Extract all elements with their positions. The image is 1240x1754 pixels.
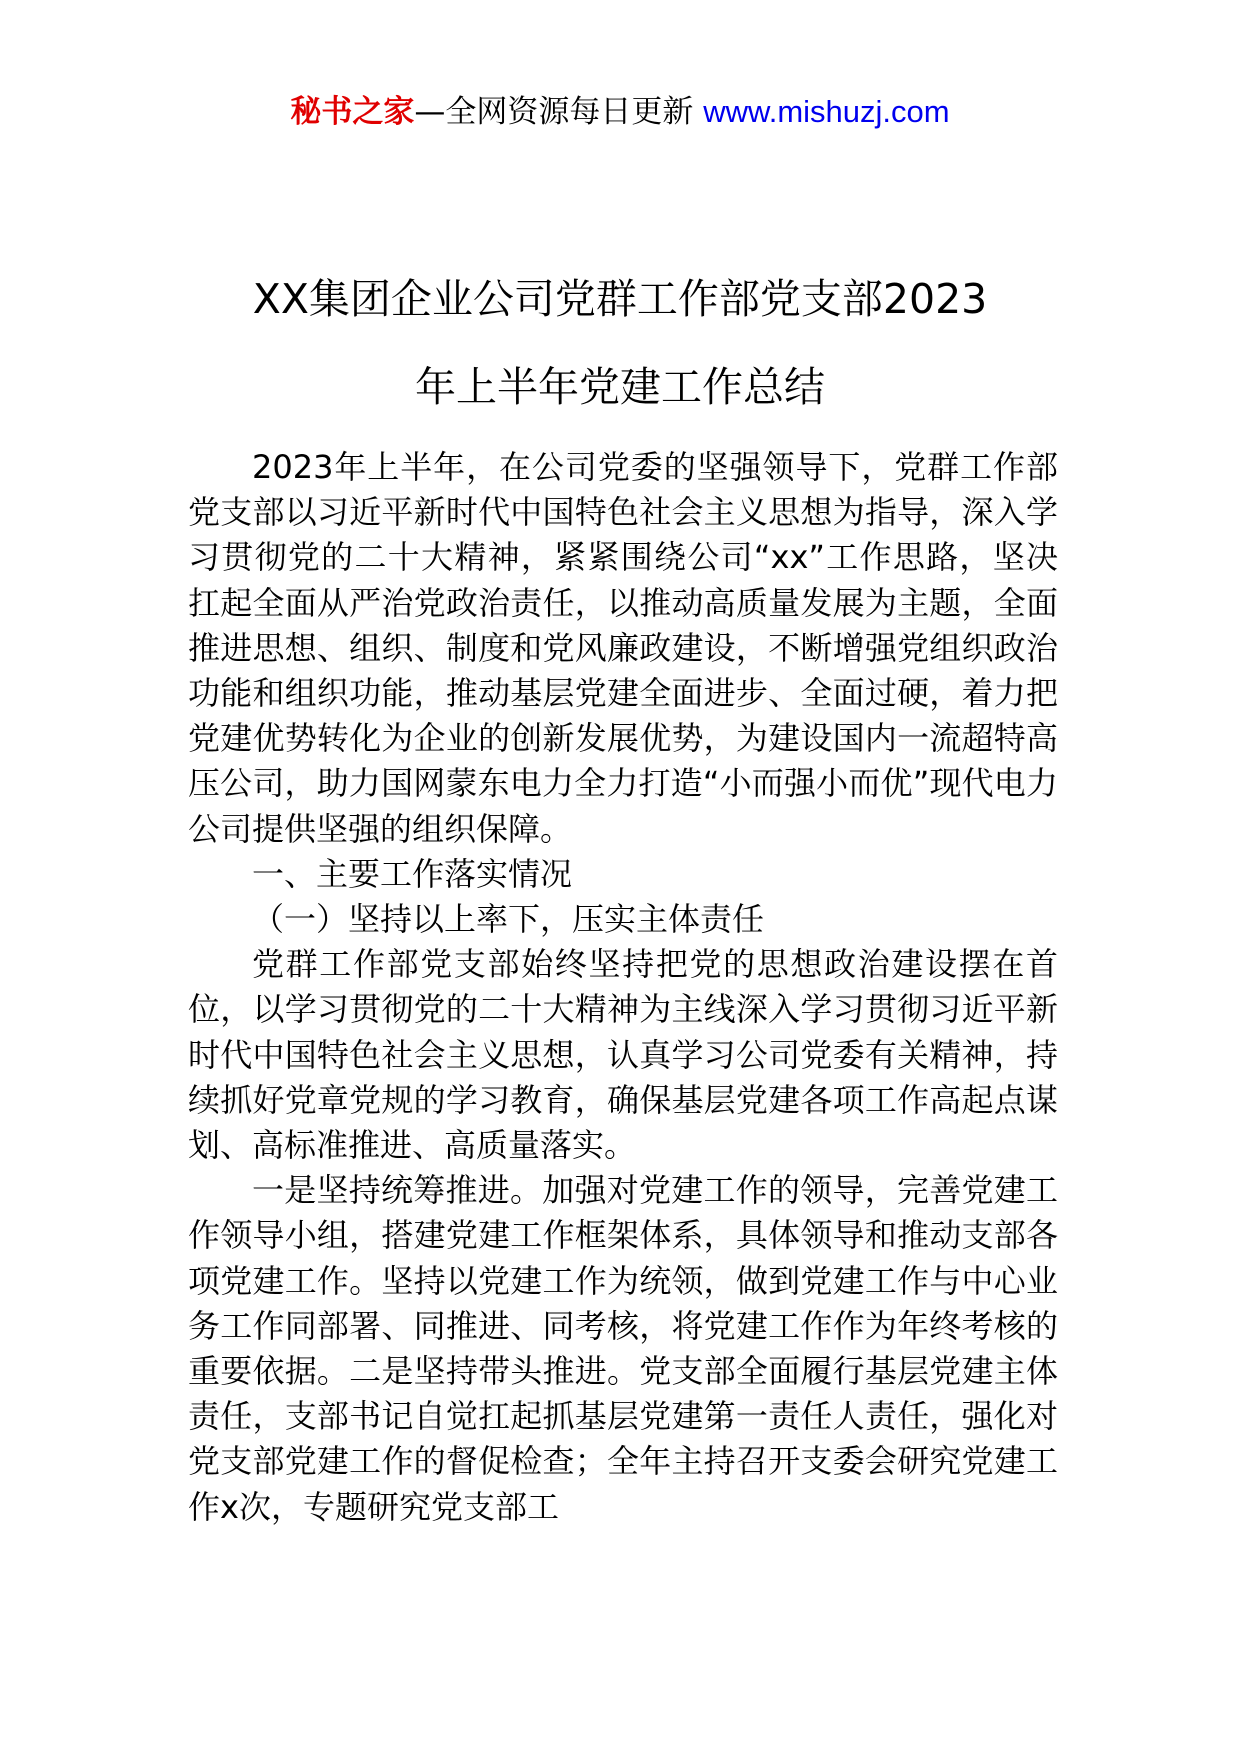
body-paragraph: 党群工作部党支部始终坚持把党的思想政治建设摆在首位，以学习贯彻党的二十大精神为主线深入学习贯彻习近平新时代中国特色社会主义思想，认真学习公司党委有关精神，持续抓好党章党规的学习教育，确保基层党建各项工作高起点谋划、高标准推进、高质量落实。	[188, 945, 1058, 1165]
body-paragraph: 一是坚持统筹推进。加强对党建工作的领导，完善党建工作领导小组，搭建党建工作框架体系，具体领导和推动支部各项党建工作。坚持以党建工作为统领，做到党建工作与中心业务工作同部署、同推进、同考核，将党建工作作为年终考核的重要依据。二是坚持带头推进。党支部全面履行基层党建主体责任，支部书记自觉扛起抓基层党建第一责任人责任，强化对党支部党建工作的督促检查；全年主持召开支委会研究党建工作x次，专题研究党支部工	[188, 1171, 1058, 1526]
site-header	[0, 92, 1240, 132]
intro-paragraph: 2023年上半年，在公司党委的坚强领导下，党群工作部党支部以习近平新时代中国特色社会主义思想为指导，深入学习贯彻党的二十大精神，紧紧围绕公司“xx”工作思路，坚决扛起全面从严治党政治责任，以推动高质量发展为主题，全面推进思想、组织、制度和党风廉政建设，不断增强党组织政治功能和组织功能，推动基层党建全面进步、全面过硬，着力把党建优势转化为企业的创新发展优势，为建设国内一流超特高压公司，助力国网蒙东电力全力打造“小而强小而优”现代电力公司提供坚强的组织保障。	[188, 448, 1058, 848]
document-body	[188, 445, 1058, 1530]
section-heading: 一、主要工作落实情况	[252, 854, 573, 893]
subsection-heading: （一）坚持以上率下，压实主体责任	[252, 900, 765, 939]
site-tagline: —全网资源每日更新	[414, 94, 704, 130]
document-title	[150, 255, 1090, 431]
title-line-2: 年上半年党建工作总结	[415, 363, 825, 412]
title-line-1: XX集团企业公司党群工作部党支部2023	[252, 275, 988, 324]
site-brand: 秘书之家	[290, 94, 415, 130]
site-url-link[interactable]: www.mishuzj.com	[703, 94, 950, 129]
